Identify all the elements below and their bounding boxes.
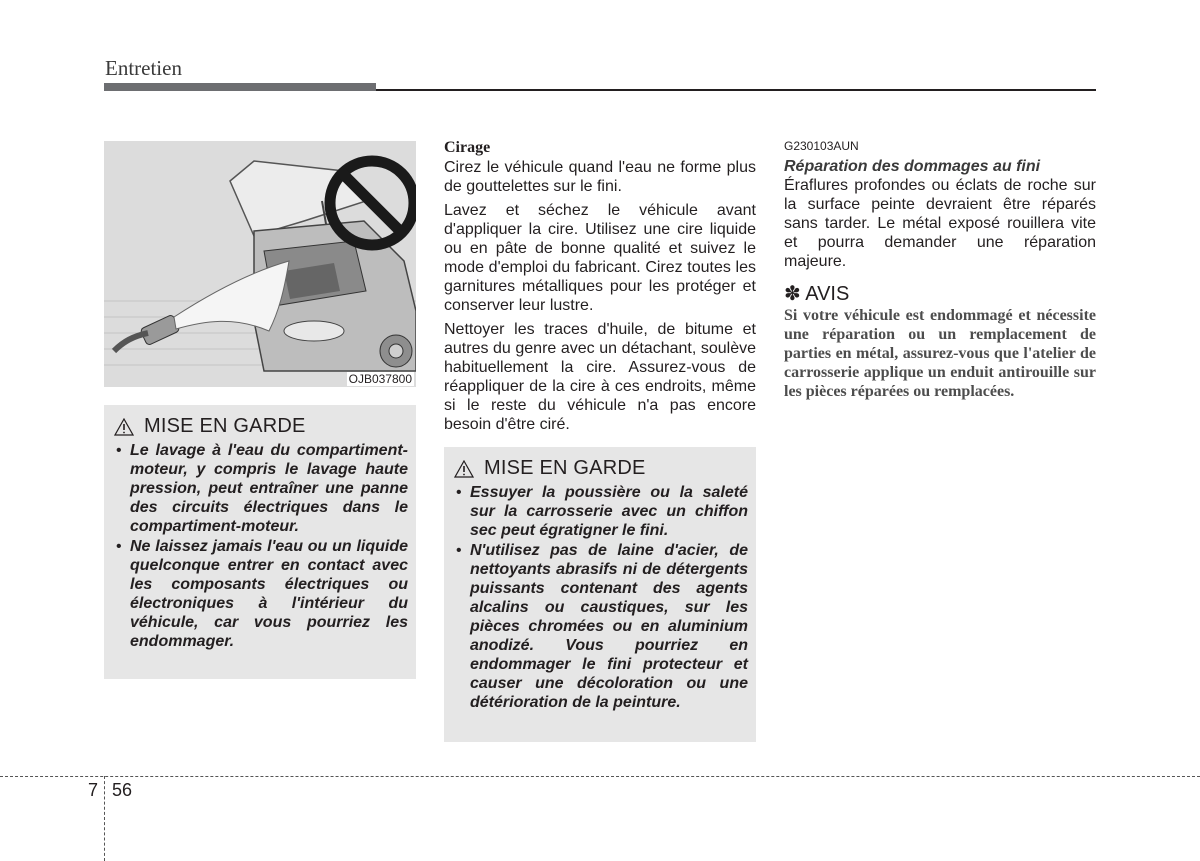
warning-title-label: MISE EN GARDE [144, 415, 306, 437]
warning-title-label: MISE EN GARDE [484, 457, 646, 479]
warning-item: • Ne laissez jamais l'eau ou un liquide quelconque entrer en contact avec les composants électriques ou électroniques à l'intérieur du véhicule, car vous pourriez les endommager. [114, 537, 408, 651]
warning-triangle-icon [114, 418, 134, 436]
warning-box-cleaning [444, 447, 756, 742]
section-subtitle: Cirage [444, 139, 491, 156]
section-heading: Réparation des dommages au fini [784, 158, 1041, 175]
warning-list [114, 441, 408, 651]
finish-repair-section [784, 138, 1096, 401]
warning-item: • Le lavage à l'eau du compartiment-moteur, y compris le lavage haute pression, peut entraîner une panne des circuits électriques dans le compartiment-moteur. [114, 441, 408, 536]
paragraph: Éraflures profondes ou éclats de roche sur la surface peinte devraient être réparés sans tarder. Le métal exposé rouillera vite et pourra demander une réparation majeure. [784, 177, 1096, 270]
figure-code: OJB037800 [348, 372, 412, 386]
warning-triangle-icon [454, 460, 474, 478]
chapter-number: 7 [88, 780, 99, 800]
paragraph: Cirez le véhicule quand l'eau ne forme plus de gouttelettes sur le fini. [444, 159, 756, 195]
header-rule-thin [376, 89, 1096, 91]
footer-vertical-divider [104, 776, 105, 861]
header-rule-thick [104, 83, 376, 91]
page-number: 56 [112, 780, 133, 800]
section-code: G230103AUN [784, 139, 859, 153]
engine-wash-prohibited-illustration [104, 141, 416, 387]
warning-title [454, 457, 748, 480]
warning-list [454, 483, 748, 712]
warning-box-engine-wash [104, 405, 416, 679]
footer-divider [0, 776, 1200, 777]
page-header-title: Entretien [105, 56, 182, 80]
paragraph: Lavez et séchez le véhicule avant d'appliquer la cire. Utilisez une cire liquide ou en pâte de bonne qualité et suivez le mode d'emploi du fabricant. Cirez toutes les garnitures métalliques pour les protéger et conserver leur lustre. [444, 202, 756, 314]
car-hood-open-illustration [104, 141, 416, 387]
waxing-section [444, 138, 756, 439]
notice-title: ✽ AVIS [784, 283, 850, 305]
paragraph: Nettoyer les traces d'huile, de bitume et autres du genre avec un détachant, soulève habituellement la cire. Assurez-vous de réappliquer de la cire à ces endroits, même si le reste du véhicule n'a pas encore besoin d'être ciré. [444, 321, 756, 433]
warning-item: • Essuyer la poussière ou la saleté sur la carrosserie avec un chiffon sec peut égratigner le fini. [454, 483, 748, 540]
warning-title [114, 415, 408, 438]
notice-text: Si votre véhicule est endommagé et nécessite une réparation ou un remplacement de parties en métal, assurez-vous que l'atelier de carrosserie applique un enduit antirouille sur les pièces réparées ou remplacées. [784, 307, 1096, 400]
warning-item: • N'utilisez pas de laine d'acier, de nettoyants abrasifs ni de détergents puissants contenant des agents alcalins ou caustiques, sur les pièces chromées ou en aluminium anodizé. Vous pourriez en endommager le fini protecteur et causer une décoloration ou une détérioration de la peinture. [454, 541, 748, 712]
